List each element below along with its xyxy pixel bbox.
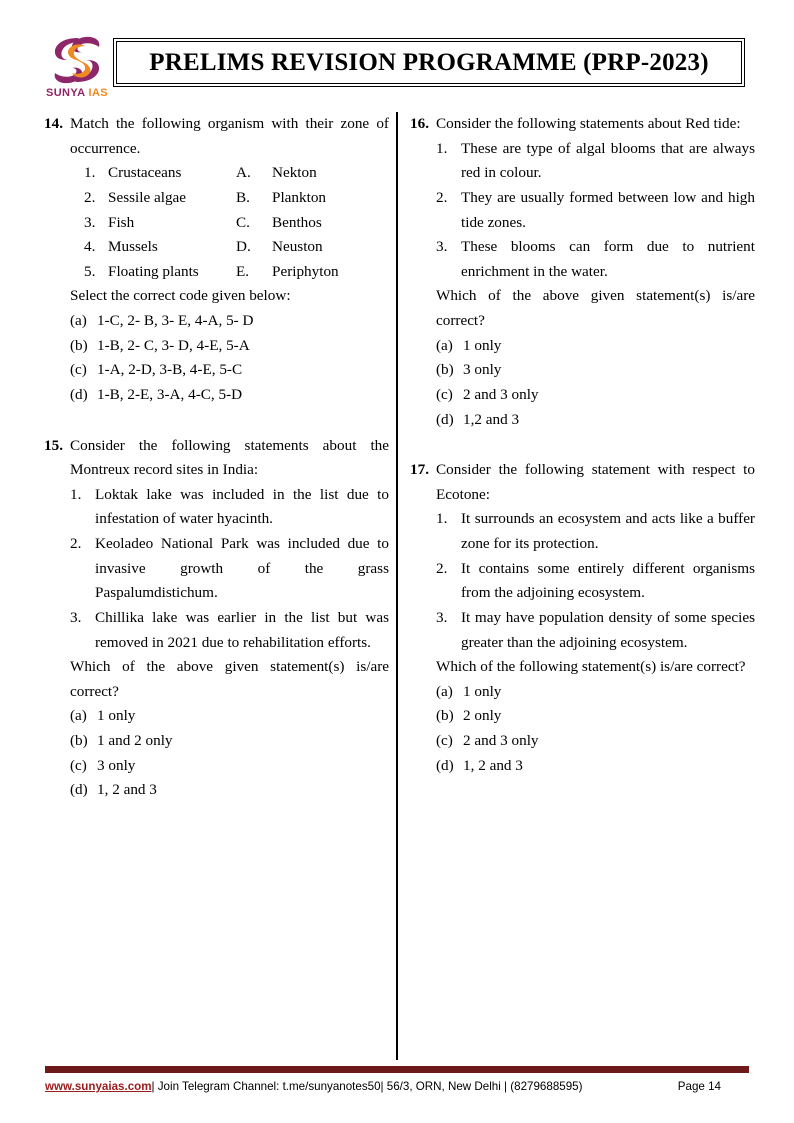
question-17-option-c[interactable] <box>410 729 755 754</box>
statement-item <box>410 507 755 556</box>
question-16 <box>410 112 755 432</box>
question-15-header <box>44 434 389 483</box>
statement-item <box>44 606 389 655</box>
question-14-stem: Match the following organism with their zone of occurrence. <box>70 115 389 157</box>
option-key: (b) <box>70 336 88 354</box>
footer-left <box>45 1080 678 1093</box>
page-footer <box>45 1080 749 1102</box>
statement-number: 3. <box>436 238 448 256</box>
column-divider <box>396 112 398 1060</box>
question-14-option-b[interactable] <box>44 334 389 359</box>
question-16-number: 16. <box>410 115 429 132</box>
question-17-tail: Which of the following statement(s) is/are correct? <box>436 658 746 676</box>
statement-number: 2. <box>436 559 448 577</box>
statement-text: It surrounds an ecosystem and acts like a buffer zone for its protection. <box>461 510 755 552</box>
question-15-statements <box>44 483 389 655</box>
pair-right-item: Nekton <box>272 164 317 182</box>
pair-number: 5. <box>84 262 96 280</box>
pair-right-item: Plankton <box>272 188 327 206</box>
statement-number: 1. <box>70 485 82 503</box>
statement-item <box>44 483 389 532</box>
option-key: (b) <box>70 732 88 749</box>
pair-left-item: Crustaceans <box>108 164 182 182</box>
pair-number: 4. <box>84 238 96 256</box>
footer-website-link[interactable]: www.sunyaias.com <box>45 1080 152 1093</box>
match-pair-row <box>84 235 389 260</box>
question-16-tail: Which of the above given statement(s) is/are correct? <box>436 287 755 329</box>
statement-item <box>44 532 389 606</box>
option-text: 2 and 3 only <box>463 732 539 749</box>
question-17-option-a[interactable] <box>410 680 755 705</box>
option-text: 1 only <box>97 707 136 725</box>
match-pair-row <box>84 186 389 211</box>
option-key: (c) <box>436 732 453 749</box>
statement-item <box>410 235 755 284</box>
pair-left-item: Mussels <box>108 238 158 256</box>
option-key: (d) <box>70 781 88 799</box>
match-pair-row <box>84 161 389 186</box>
footer-rule <box>45 1066 749 1073</box>
option-key: (c) <box>436 385 453 403</box>
page-title: PRELIMS REVISION PROGRAMME (PRP-2023) <box>149 48 709 76</box>
option-text: 2 only <box>463 707 502 725</box>
option-key: (a) <box>70 707 87 725</box>
pair-letter: A. <box>236 164 251 182</box>
statement-text: Chillika lake was earlier in the list but was removed in 2021 due to rehabilitation efforts. <box>95 608 389 651</box>
option-key: (a) <box>436 682 453 700</box>
question-15-option-a[interactable] <box>44 704 389 729</box>
statement-text: Keoladeo National Park was included due to invasive growth of the grass Paspalumdistichum. <box>95 535 389 602</box>
pair-number: 1. <box>84 164 96 182</box>
left-column <box>44 112 389 1060</box>
question-14-option-d[interactable] <box>44 383 389 408</box>
question-15-tail: Which of the above given statement(s) is/are correct? <box>70 658 389 700</box>
question-15-stem: Consider the following statements about the Montreux record sites in India: <box>70 436 389 479</box>
question-14-header <box>44 112 389 161</box>
pair-left-item: Floating plants <box>108 262 199 280</box>
statement-number: 1. <box>436 139 448 157</box>
question-spacer <box>410 436 755 458</box>
option-text: 1, 2 and 3 <box>463 756 523 774</box>
page-content <box>0 112 794 1060</box>
pair-right-item: Periphyton <box>272 262 339 280</box>
option-key: (b) <box>436 361 454 379</box>
question-15-option-d[interactable] <box>44 778 389 803</box>
footer-page-number: Page 14 <box>677 1080 721 1093</box>
option-text: 1-A, 2-D, 3-B, 4-E, 5-C <box>97 361 243 379</box>
pair-letter: D. <box>236 238 251 256</box>
option-text: 3 only <box>463 361 502 379</box>
option-key: (c) <box>70 361 87 379</box>
pair-number: 2. <box>84 188 96 206</box>
pair-letter: C. <box>236 213 250 231</box>
brand-logo-text <box>41 87 113 99</box>
question-16-statements <box>410 137 755 285</box>
option-text: 2 and 3 only <box>463 385 539 403</box>
option-text: 1,2 and 3 <box>463 410 520 428</box>
statement-text: It may have population density of some species greater than the adjoining ecosystem. <box>461 608 755 651</box>
question-14 <box>44 112 389 408</box>
page-header <box>0 32 794 110</box>
option-text: 1-B, 2-E, 3-A, 4-C, 5-D <box>97 385 243 403</box>
brand-name-primary: SUNYA <box>45 87 86 99</box>
question-14-pairs <box>44 161 389 284</box>
statement-item <box>410 186 755 235</box>
statement-text: It contains some entirely different organisms from the adjoining ecosystem. <box>461 559 755 602</box>
option-text: 1-B, 2- C, 3- D, 4-E, 5-A <box>97 336 250 354</box>
question-14-tail: Select the correct code given below: <box>70 287 291 305</box>
question-17-number: 17. <box>410 461 429 479</box>
statement-item <box>410 557 755 606</box>
pair-letter: E. <box>236 262 250 280</box>
pair-left-item: Fish <box>108 213 135 231</box>
option-text: 1 and 2 only <box>97 732 173 749</box>
statement-number: 2. <box>70 535 82 552</box>
question-16-option-d[interactable] <box>410 408 755 433</box>
option-key: (d) <box>436 410 454 428</box>
pair-letter: B. <box>236 188 250 206</box>
question-14-option-a[interactable] <box>44 309 389 334</box>
statement-number: 1. <box>436 510 448 528</box>
brand-name-secondary: IAS <box>85 87 109 99</box>
question-16-option-b[interactable] <box>410 358 755 383</box>
option-text: 1-C, 2- B, 3- E, 4-A, 5- D <box>97 312 254 329</box>
statement-number: 3. <box>436 608 448 626</box>
question-14-option-c[interactable] <box>44 358 389 383</box>
pair-left-item: Sessile algae <box>108 188 187 206</box>
sunya-s-swirl-logo <box>47 34 107 86</box>
option-text: 1, 2 and 3 <box>97 781 157 799</box>
question-17-header <box>410 458 755 507</box>
option-key: (c) <box>70 756 87 774</box>
question-17 <box>410 458 755 778</box>
question-17-option-d[interactable] <box>410 754 755 779</box>
statement-text: These are type of algal blooms that are always red in colour. <box>461 139 755 182</box>
question-17-option-b[interactable] <box>410 704 755 729</box>
statement-number: 3. <box>70 608 82 626</box>
question-15 <box>44 434 389 803</box>
question-17-statements <box>410 507 755 655</box>
option-text: 1 only <box>463 682 502 700</box>
brand-logo <box>41 34 113 99</box>
statement-text: They are usually formed between low and high tide zones. <box>461 188 755 231</box>
statement-number: 2. <box>436 188 448 206</box>
option-key: (d) <box>70 385 88 403</box>
question-16-header <box>410 112 755 137</box>
question-15-option-c[interactable] <box>44 754 389 779</box>
match-pair-row <box>84 260 389 285</box>
option-key: (d) <box>436 756 454 774</box>
question-14-number: 14. <box>44 115 63 132</box>
statement-item <box>410 137 755 186</box>
pair-right-item: Neuston <box>272 238 323 256</box>
right-column <box>410 112 755 1060</box>
document-title-box <box>113 38 745 87</box>
pair-right-item: Benthos <box>272 213 322 231</box>
statement-text: These blooms can form due to nutrient enrichment in the water. <box>461 238 755 280</box>
question-16-stem: Consider the following statements about Red tide: <box>436 115 741 132</box>
question-15-number: 15. <box>44 436 63 454</box>
match-pair-row <box>84 211 389 236</box>
document-title-box-inner <box>116 41 742 84</box>
option-text: 1 only <box>463 336 502 354</box>
option-key: (a) <box>436 336 453 354</box>
question-16-option-a[interactable] <box>410 334 755 359</box>
option-key: (a) <box>70 312 87 329</box>
option-text: 3 only <box>97 756 136 774</box>
footer-contact-info: | Join Telegram Channel: t.me/sunyanotes50| 56/3, ORN, New Delhi | (8279688595) <box>151 1080 583 1093</box>
pair-number: 3. <box>84 213 96 231</box>
question-spacer <box>44 412 389 434</box>
question-17-stem: Consider the following statement with respect to Ecotone: <box>436 461 755 503</box>
question-16-option-c[interactable] <box>410 383 755 408</box>
statement-text: Loktak lake was included in the list due to infestation of water hyacinth. <box>95 485 389 528</box>
statement-item <box>410 606 755 655</box>
question-15-option-b[interactable] <box>44 729 389 754</box>
option-key: (b) <box>436 707 454 725</box>
